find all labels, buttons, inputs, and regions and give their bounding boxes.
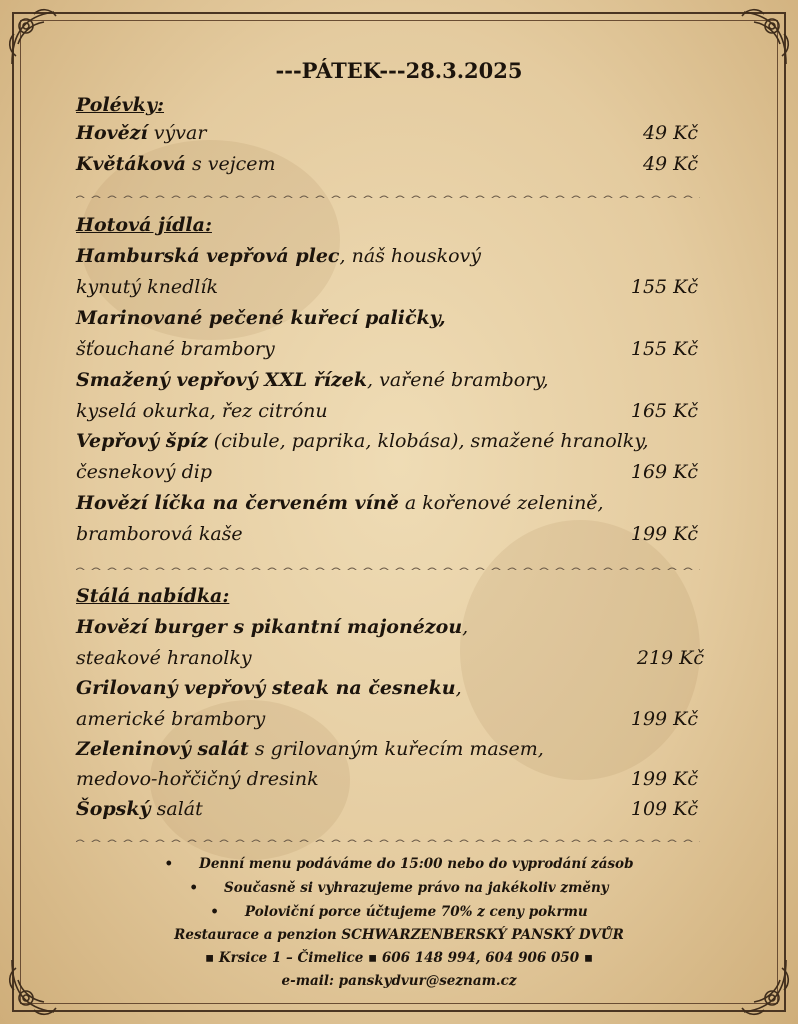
item-name: Grilovaný vepřový steak na česneku — [76, 677, 456, 699]
section-heading-standing-offer: Stálá nabídka: — [76, 585, 230, 607]
item-description-line2: medovo-hořčičný dresink — [76, 768, 319, 790]
item-description: a kořenové zelenině, — [398, 492, 604, 514]
item-name: Šopský — [76, 798, 151, 820]
section-heading-ready-meals: Hotová jídla: — [76, 214, 212, 236]
item-description: s grilovaným kuřecím masem, — [248, 738, 544, 760]
item-price: 49 Kč — [642, 122, 698, 144]
item-name: Vepřový špíz — [76, 430, 208, 452]
item-price: 199 Kč — [630, 708, 698, 730]
item-price: 109 Kč — [630, 798, 698, 820]
menu-item-soup-1 — [76, 122, 206, 144]
item-price: 155 Kč — [630, 338, 698, 360]
item-description: , — [462, 616, 469, 638]
item-price: 165 Kč — [630, 400, 698, 422]
menu-item-ready-2 — [76, 307, 446, 329]
menu-item-standing-4 — [76, 798, 203, 820]
item-description-line2: šťouchané brambory — [76, 338, 275, 360]
footer-note-text: Denní menu podáváme do 15:00 nebo do vyprodání zásob — [199, 856, 634, 872]
item-name: Hamburská vepřová plec — [76, 245, 340, 267]
restaurant-email: e-mail: panskydvur@seznam.cz — [281, 973, 517, 989]
wavy-divider — [76, 560, 700, 570]
footer-note-2 — [0, 880, 798, 896]
item-description: s vejcem — [185, 153, 276, 175]
footer-note-text: Poloviční porce účtujeme 70% z ceny pokrmu — [244, 904, 588, 920]
item-name: Hovězí burger s pikantní majonézou — [76, 616, 463, 638]
item-name: Zeleninový salát — [76, 738, 249, 760]
footer-note-3 — [0, 904, 798, 920]
bullet-icon: • — [164, 856, 174, 872]
menu-item-ready-1 — [76, 245, 481, 267]
item-name: Květáková — [76, 153, 186, 175]
restaurant-address: ▪ Krsice 1 – Čimelice ▪ 606 148 994, 604 906 050 ▪ — [205, 950, 593, 966]
item-description: salát — [150, 798, 203, 820]
footer-note-1 — [0, 856, 798, 872]
item-description-line2: bramborová kaše — [76, 523, 243, 545]
item-description-line2: kynutý knedlík — [76, 276, 218, 298]
wavy-divider — [76, 188, 700, 198]
section-heading-soups: Polévky: — [76, 94, 165, 116]
footer-note-text: Současně si vyhrazujeme právo na jakékoliv změny — [224, 880, 609, 896]
item-description: (cibule, paprika, klobása), smažené hranolky, — [207, 430, 649, 452]
item-description-line2: česnekový dip — [76, 461, 212, 483]
item-name: Hovězí — [76, 122, 148, 144]
menu-item-standing-3 — [76, 738, 544, 760]
item-price: 199 Kč — [630, 523, 698, 545]
item-description-line2: kyselá okurka, řez citrónu — [76, 400, 328, 422]
bullet-icon: • — [189, 880, 199, 896]
item-description-line2: americké brambory — [76, 708, 266, 730]
menu-item-ready-4 — [76, 430, 649, 452]
page-title: ---PÁTEK---28.3.2025 — [275, 58, 523, 83]
menu-item-soup-2 — [76, 153, 276, 175]
item-price: 219 Kč — [636, 647, 704, 669]
item-price: 199 Kč — [630, 768, 698, 790]
bullet-icon: • — [210, 904, 219, 920]
item-name: Marinované pečené kuřecí paličky, — [76, 307, 446, 329]
item-description: , náš houskový — [339, 245, 482, 267]
item-description: vývar — [147, 122, 207, 144]
wavy-divider — [76, 832, 700, 842]
menu-item-standing-2 — [76, 677, 462, 699]
item-price: 49 Kč — [642, 153, 698, 175]
item-price: 155 Kč — [630, 276, 698, 298]
item-description-line2: steakové hranolky — [76, 647, 252, 669]
item-price: 169 Kč — [630, 461, 698, 483]
item-name: Hovězí líčka na červeném víně — [76, 492, 399, 514]
menu-item-ready-3 — [76, 369, 549, 391]
menu-item-ready-5 — [76, 492, 604, 514]
item-description: , vařené brambory, — [367, 369, 549, 391]
item-name: Smažený vepřový XXL řízek — [76, 369, 368, 391]
restaurant-name: Restaurace a penzion SCHWARZENBERSKÝ PANSKÝ DVŮR — [174, 927, 624, 943]
menu-item-standing-1 — [76, 616, 468, 638]
item-description: , — [455, 677, 462, 699]
